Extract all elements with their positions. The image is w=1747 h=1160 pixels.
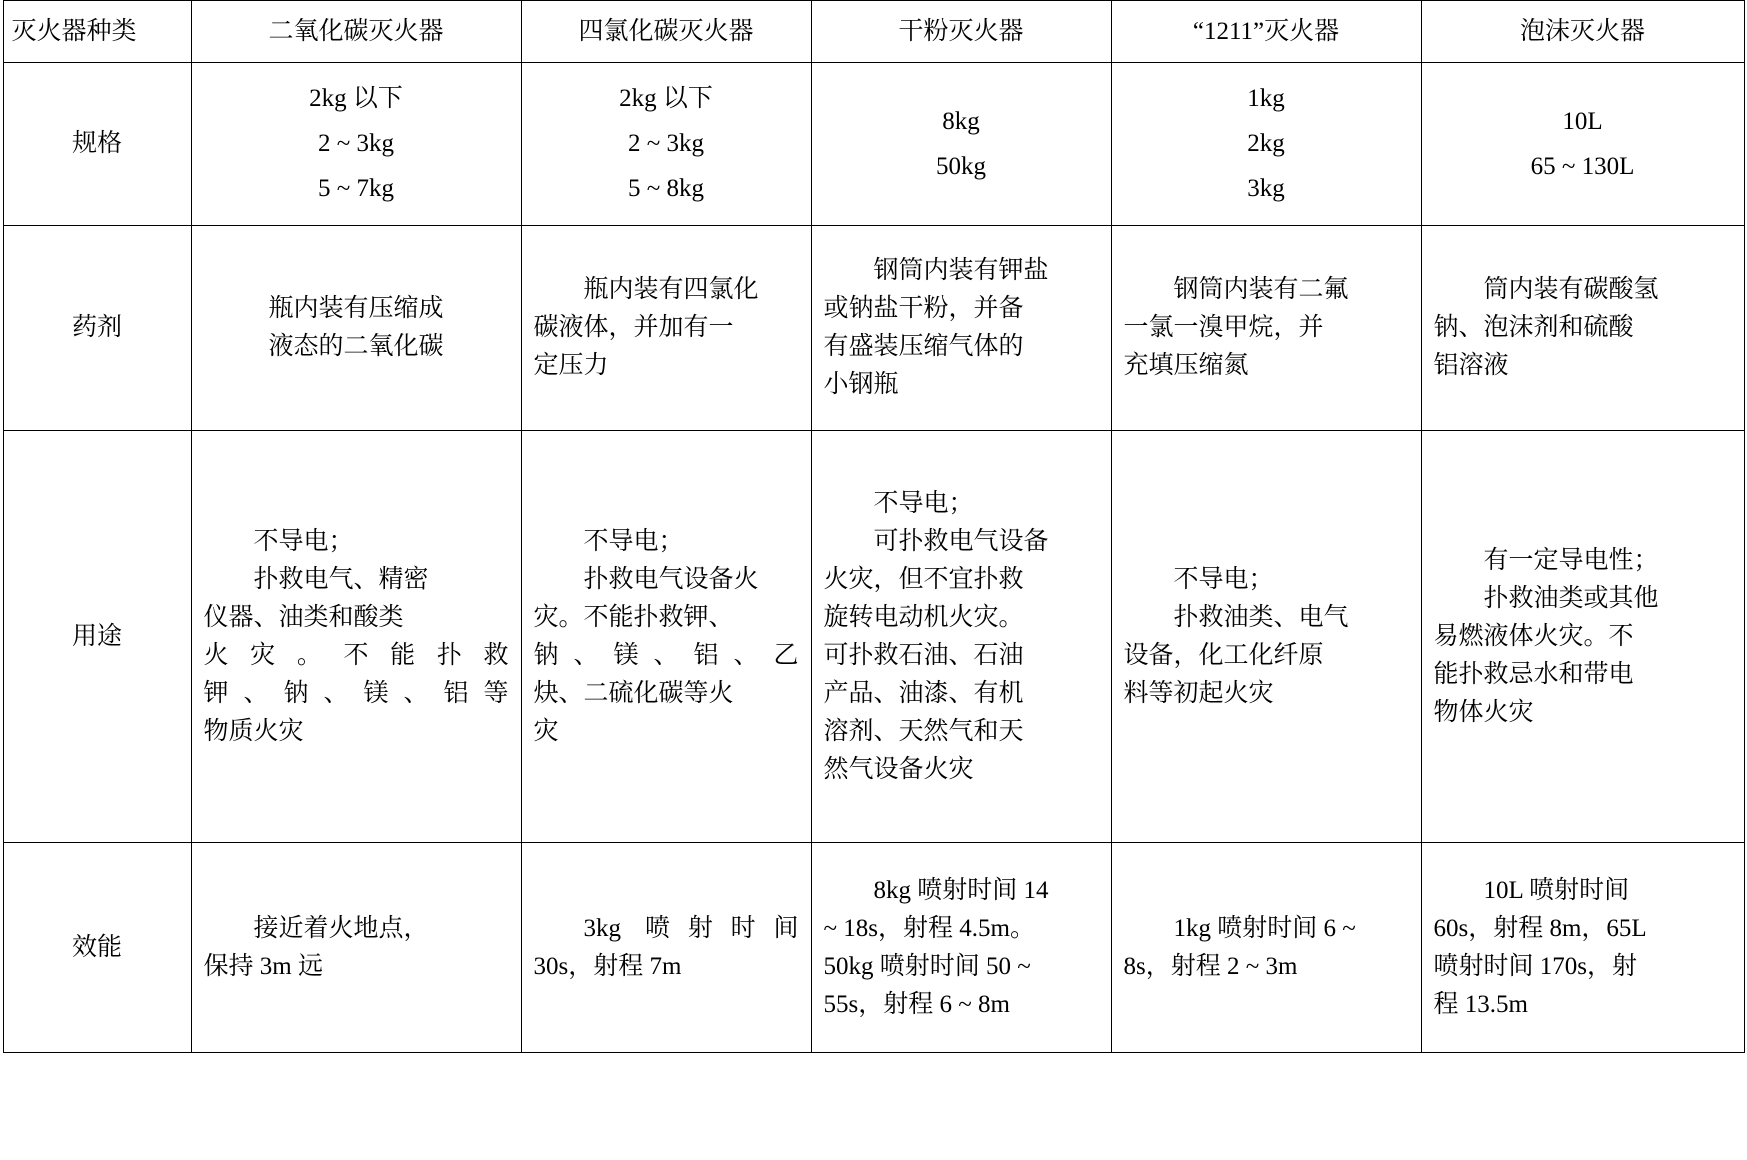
cell-line: 2kg 以下 — [619, 85, 713, 112]
cell-use-1211 — [1111, 431, 1421, 843]
row-label-use: 用途 — [3, 431, 191, 843]
cell-line: 灾 — [533, 717, 559, 745]
cell-line: 一氯一溴甲烷，并 — [1123, 314, 1324, 341]
cell-spec-co2 — [191, 63, 521, 226]
cell-line: 5 ~ 7kg — [317, 175, 395, 202]
cell-line: 钢筒内装有二氟 — [1173, 276, 1349, 303]
cell-line: 料等初起火灾 — [1123, 679, 1274, 707]
cell-performance-ccl4 — [521, 843, 811, 1053]
header-cell-type: 灭火器种类 — [3, 1, 191, 63]
cell-line: 65 ~ 130L — [1530, 152, 1635, 180]
header-cell-co2: 二氧化碳灭火器 — [191, 1, 521, 63]
fire-extinguisher-table — [3, 0, 1745, 1053]
cell-line: 可扑救石油、石油 — [823, 641, 1024, 669]
cell-line: 10L — [1562, 107, 1603, 135]
row-label-agent: 药剂 — [3, 226, 191, 431]
cell-line: 3kg — [1247, 175, 1285, 202]
cell-line: 55s，射程 6 ~ 8m — [823, 990, 1010, 1018]
cell-line: 筒内装有碳酸氢 — [1483, 276, 1659, 303]
cell-line: 钠、镁、铝、乙 — [533, 641, 799, 669]
table-row — [3, 843, 1744, 1053]
cell-line: 灾。不能扑救钾、 — [533, 603, 734, 631]
table-header-row — [3, 1, 1744, 63]
cell-line: 2kg 以下 — [309, 85, 403, 112]
cell-line: 定压力 — [533, 352, 609, 379]
cell-use-co2 — [191, 431, 521, 843]
cell-agent-ccl4 — [521, 226, 811, 431]
table-row — [3, 63, 1744, 226]
cell-line: 旋转电动机火灾。 — [823, 603, 1024, 631]
cell-line: 或钠盐干粉，并备 — [823, 295, 1024, 322]
cell-line: 然气设备火灾 — [823, 755, 974, 783]
cell-line: 有盛装压缩气体的 — [823, 333, 1024, 360]
cell-agent-foam — [1421, 226, 1744, 431]
cell-line: 8s，射程 2 ~ 3m — [1123, 952, 1298, 980]
cell-line: 3kg 喷射时间 — [583, 914, 799, 942]
cell-performance-foam — [1421, 843, 1744, 1053]
cell-line: 液态的二氧化碳 — [268, 333, 444, 360]
cell-line: 1kg 喷射时间 6 ~ — [1173, 914, 1356, 942]
cell-line: 不导电； — [253, 527, 354, 555]
table-row — [3, 226, 1744, 431]
cell-line: 程 13.5m — [1433, 990, 1528, 1018]
cell-line: 扑救油类或其他 — [1483, 584, 1659, 612]
cell-line: 充填压缩氮 — [1123, 352, 1249, 379]
cell-performance-dry-powder — [811, 843, 1111, 1053]
cell-line: 喷射时间 170s，射 — [1433, 952, 1637, 980]
cell-line: 小钢瓶 — [823, 371, 899, 398]
cell-line: 2 ~ 3kg — [627, 130, 705, 157]
cell-line: 物体火灾 — [1433, 698, 1534, 726]
cell-performance-co2 — [191, 843, 521, 1053]
cell-spec-dry-powder — [811, 63, 1111, 226]
table-row — [3, 431, 1744, 843]
cell-line: 易燃液体火灾。不 — [1433, 622, 1634, 650]
cell-agent-co2 — [191, 226, 521, 431]
cell-line: 碳液体，并加有一 — [533, 314, 734, 341]
cell-line: 仪器、油类和酸类 — [203, 603, 404, 631]
cell-agent-1211 — [1111, 226, 1421, 431]
cell-line: 不导电； — [1173, 565, 1274, 593]
cell-line: 铝溶液 — [1433, 352, 1509, 379]
cell-line: 不导电； — [873, 489, 974, 517]
cell-line: 可扑救电气设备 — [873, 527, 1049, 555]
row-label-spec: 规格 — [3, 63, 191, 226]
row-label-performance: 效能 — [3, 843, 191, 1053]
cell-agent-dry-powder — [811, 226, 1111, 431]
cell-line: 钢筒内装有钾盐 — [873, 257, 1049, 284]
cell-line: 钠、泡沫剂和硫酸 — [1433, 314, 1634, 341]
cell-line: 物质火灾 — [203, 717, 304, 745]
cell-use-dry-powder — [811, 431, 1111, 843]
cell-line: 不导电； — [583, 527, 684, 555]
cell-line: 60s，射程 8m，65L — [1433, 914, 1647, 942]
cell-performance-1211 — [1111, 843, 1421, 1053]
cell-line: 30s，射程 7m — [533, 952, 682, 980]
cell-line: 扑救油类、电气 — [1173, 603, 1349, 631]
header-cell-dry-powder: 干粉灭火器 — [811, 1, 1111, 63]
cell-line: 10L 喷射时间 — [1483, 876, 1630, 904]
cell-line: 火灾，但不宜扑救 — [823, 565, 1024, 593]
cell-line: 50kg — [936, 152, 986, 180]
cell-line: 钾、钠、镁、铝等 — [203, 679, 509, 707]
cell-line: 能扑救忌水和带电 — [1433, 660, 1634, 688]
cell-spec-foam — [1421, 63, 1744, 226]
cell-line: 设备，化工化纤原 — [1123, 641, 1324, 669]
cell-line: 保持 3m 远 — [203, 952, 323, 980]
cell-line: 50kg 喷射时间 50 ~ — [823, 952, 1031, 980]
header-cell-foam: 泡沫灭火器 — [1421, 1, 1744, 63]
cell-line: 瓶内装有压缩成 — [268, 295, 444, 322]
cell-line: 5 ~ 8kg — [627, 175, 705, 202]
header-cell-ccl4: 四氯化碳灭火器 — [521, 1, 811, 63]
cell-line: 接近着火地点， — [253, 914, 429, 942]
header-cell-1211: “1211”灭火器 — [1111, 1, 1421, 63]
cell-line: 8kg — [942, 107, 980, 135]
cell-line: 扑救电气、精密 — [253, 565, 429, 593]
cell-line: 瓶内装有四氯化 — [583, 276, 759, 303]
cell-use-ccl4 — [521, 431, 811, 843]
cell-line: 8kg 喷射时间 14 — [873, 876, 1049, 904]
cell-line: 炔、二硫化碳等火 — [533, 679, 734, 707]
cell-line: 有一定导电性； — [1483, 546, 1659, 574]
cell-line: ~ 18s，射程 4.5m。 — [823, 914, 1035, 942]
cell-line: 扑救电气设备火 — [583, 565, 759, 593]
cell-line: 火灾。不能扑救 — [203, 641, 509, 669]
cell-use-foam — [1421, 431, 1744, 843]
cell-spec-ccl4 — [521, 63, 811, 226]
cell-line: 溶剂、天然气和天 — [823, 717, 1024, 745]
cell-line: 产品、油漆、有机 — [823, 679, 1024, 707]
cell-line: 2 ~ 3kg — [317, 130, 395, 157]
cell-line: 2kg — [1247, 130, 1285, 157]
cell-spec-1211 — [1111, 63, 1421, 226]
cell-line: 1kg — [1247, 85, 1285, 112]
